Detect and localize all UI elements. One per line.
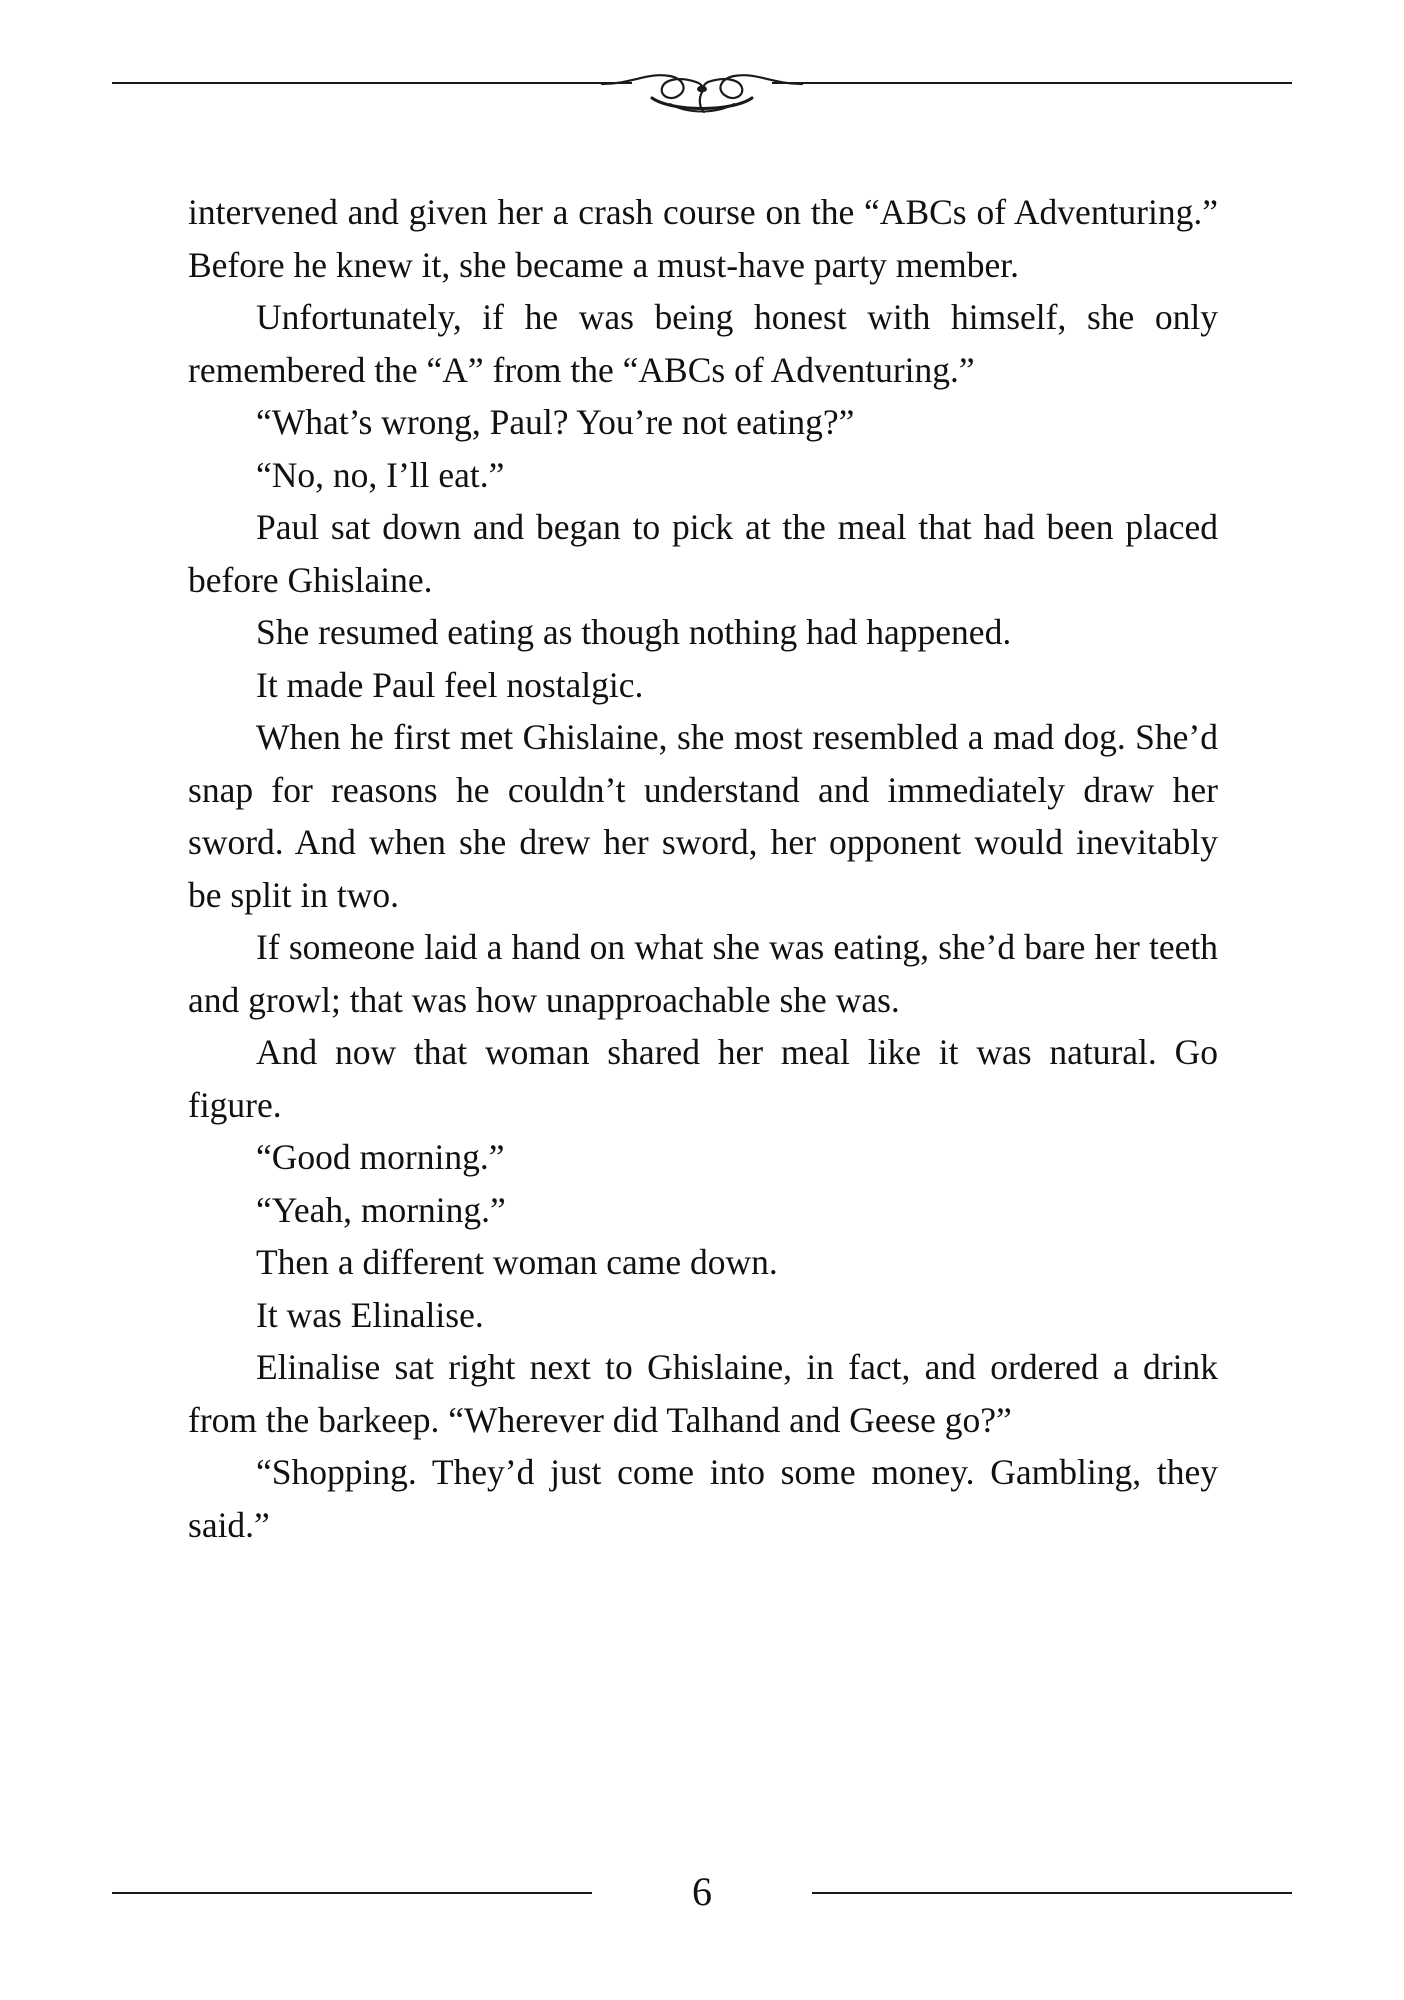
paragraph: “Shopping. They’d just come into some money. Gambling, they said.”	[188, 1452, 1218, 1545]
header-rule-left	[112, 82, 632, 84]
paragraph: It was Elinalise.	[256, 1294, 484, 1335]
header-ornament	[112, 52, 1292, 122]
paragraph: Unfortunately, if he was being honest with himself, she only remembered the “A” from the “ABCs of Adventuring.”	[188, 297, 1218, 390]
paragraph: Paul sat down and began to pick at the meal that had been placed before Ghislaine.	[188, 507, 1218, 600]
footer-rule-right	[812, 1892, 1292, 1894]
paragraph: If someone laid a hand on what she was eating, she’d bare her teeth and growl; that was how unapproachable she was.	[188, 927, 1218, 1020]
paragraph: And now that woman shared her meal like it was natural. Go figure.	[188, 1032, 1218, 1125]
page-footer	[112, 1862, 1292, 1922]
paragraph: Elinalise sat right next to Ghislaine, in fact, and ordered a drink from the barkeep. “Wherever did Talhand and Geese go?”	[188, 1347, 1218, 1440]
footer-rule-left	[112, 1892, 592, 1894]
paragraph: Then a different woman came down.	[256, 1242, 778, 1282]
paragraph: intervened and given her a crash course on the “ABCs of Adventuring.” Before he knew it, she became a must-have party member.	[188, 192, 1218, 285]
paragraph: When he first met Ghislaine, she most resembled a mad dog. She’d snap for reasons he couldn’t understand and immediately draw her sword. And when she drew her sword, her opponent would inevitably be split in two.	[188, 717, 1218, 915]
paragraph: It made Paul feel nostalgic.	[256, 664, 644, 705]
flourish-ornament-icon	[592, 52, 812, 122]
header-rule-right	[772, 82, 1292, 84]
paragraph: She resumed eating as though nothing had happened.	[256, 612, 1012, 652]
page-number: 6	[692, 1869, 712, 1914]
paragraph: “Good morning.”	[256, 1137, 505, 1177]
paragraph: “Yeah, morning.”	[256, 1189, 506, 1230]
paragraph: “What’s wrong, Paul? You’re not eating?”	[256, 402, 855, 442]
paragraph: “No, no, I’ll eat.”	[256, 454, 505, 495]
page-body-text	[188, 186, 1218, 1551]
